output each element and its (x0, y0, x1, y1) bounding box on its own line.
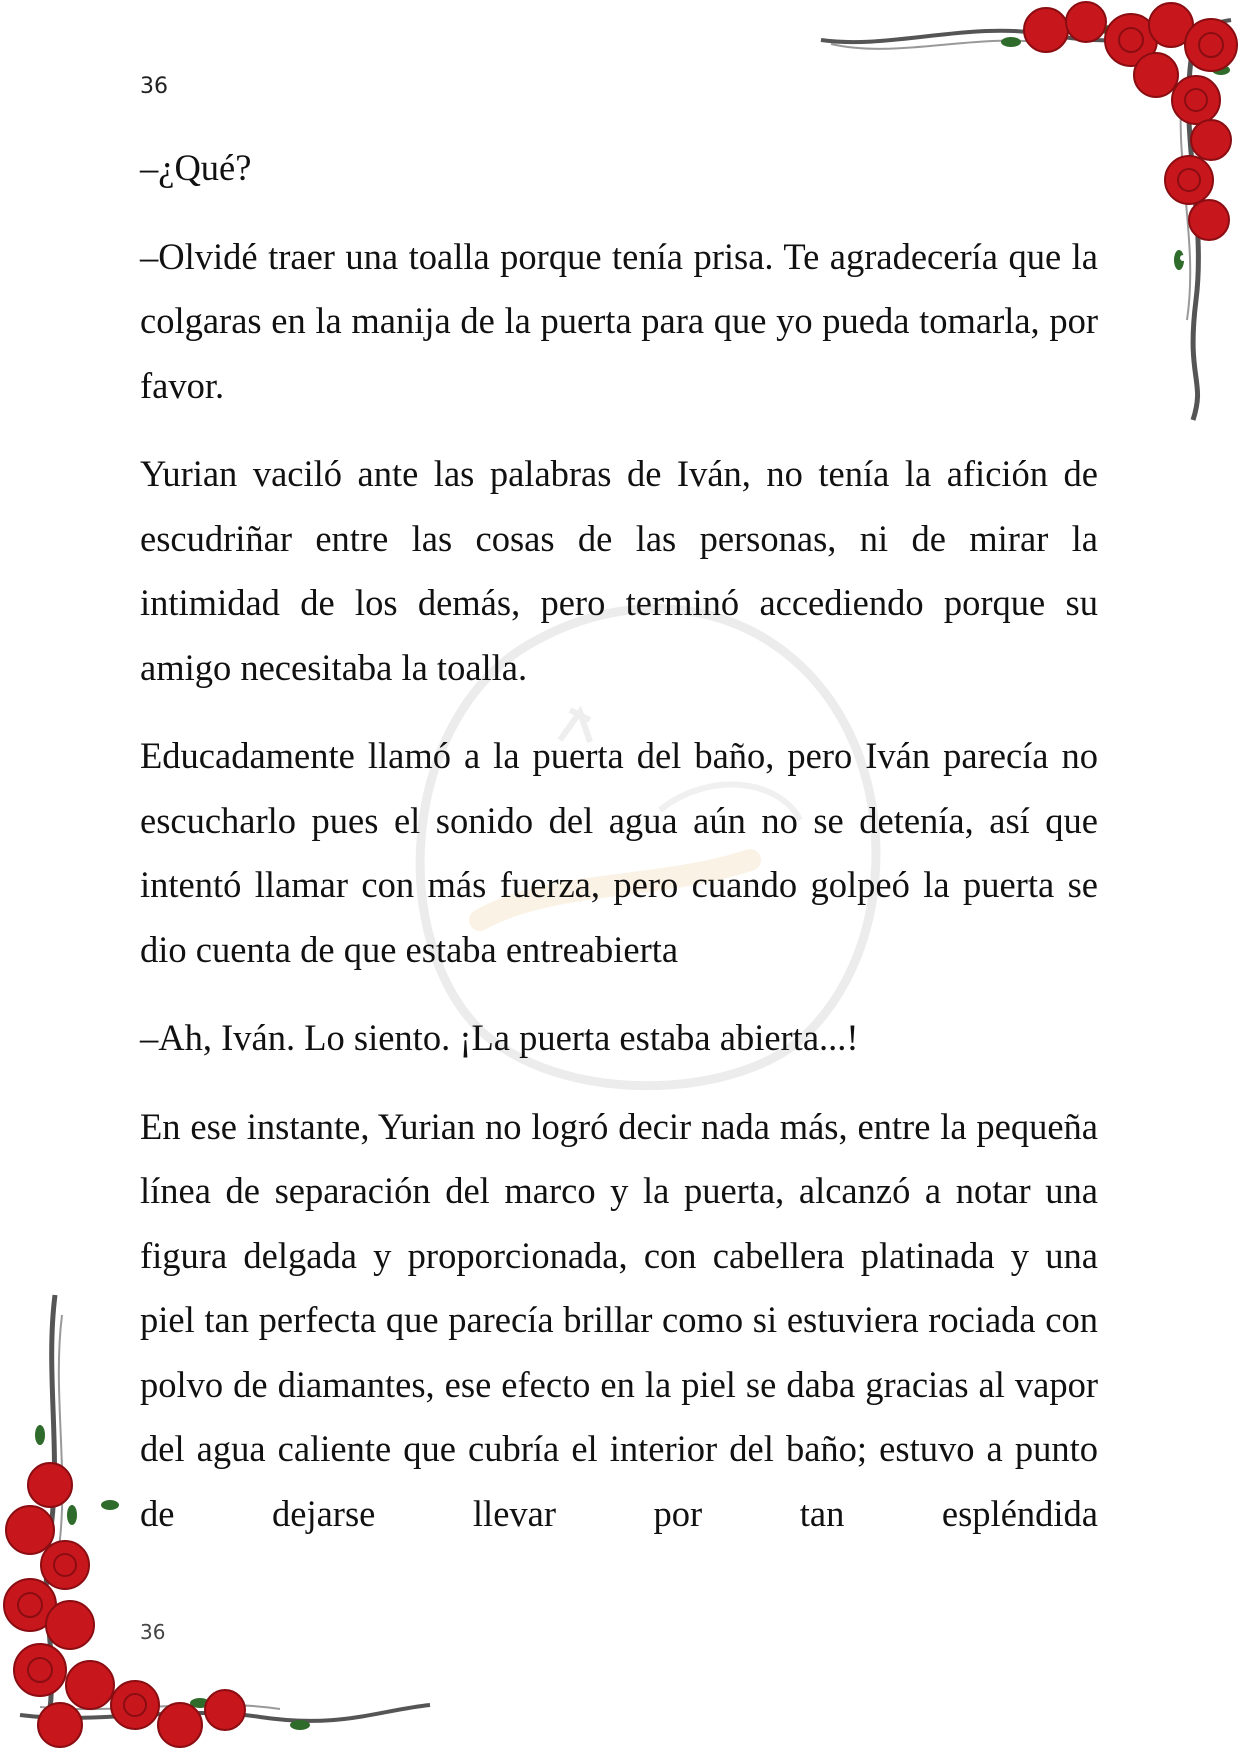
page-number-bottom: 36 (140, 1620, 166, 1644)
chapter-text (140, 136, 1098, 1570)
narrative-paragraph: Educadamente llamó a la puerta del baño, pero Iván parecía no escucharlo pues el sonido del agua aún no se detenía, así que intentó llamar con más fuerza, pero cuando golpeó la puerta se dio cuenta de que estaba entreabierta (140, 735, 1098, 970)
narrative-paragraph: En ese instante, Yurian no logró decir nada más, entre la pequeña línea de separación del marco y la puerta, alcanzó a notar una figura delgada y proporcionada, con cabellera platinada y una piel tan perfecta que parecía brillar como si estuviera rociada con polvo de diamantes, ese efecto en la piel se daba gracias al vapor del agua caliente que cubría el interior del baño; estuvo a punto de dejarse llevar por tan espléndida (140, 1105, 1098, 1534)
dialogue-paragraph: –Ah, Iván. Lo siento. ¡La puerta estaba abierta...! (140, 1017, 859, 1058)
dialogue-paragraph: –¿Qué? (140, 147, 252, 188)
page-number-top: 36 (140, 74, 168, 99)
narrative-paragraph: Yurian vaciló ante las palabras de Iván, no tenía la afición de escudriñar entre las cosas de las personas, ni de mirar la intimidad de los demás, pero terminó accediendo porque su amigo necesitaba la toalla. (140, 453, 1098, 688)
dialogue-paragraph: –Olvidé traer una toalla porque tenía prisa. Te agradecería que la colgaras en la manija de la puerta para que yo pueda tomarla, por favor. (140, 235, 1098, 406)
